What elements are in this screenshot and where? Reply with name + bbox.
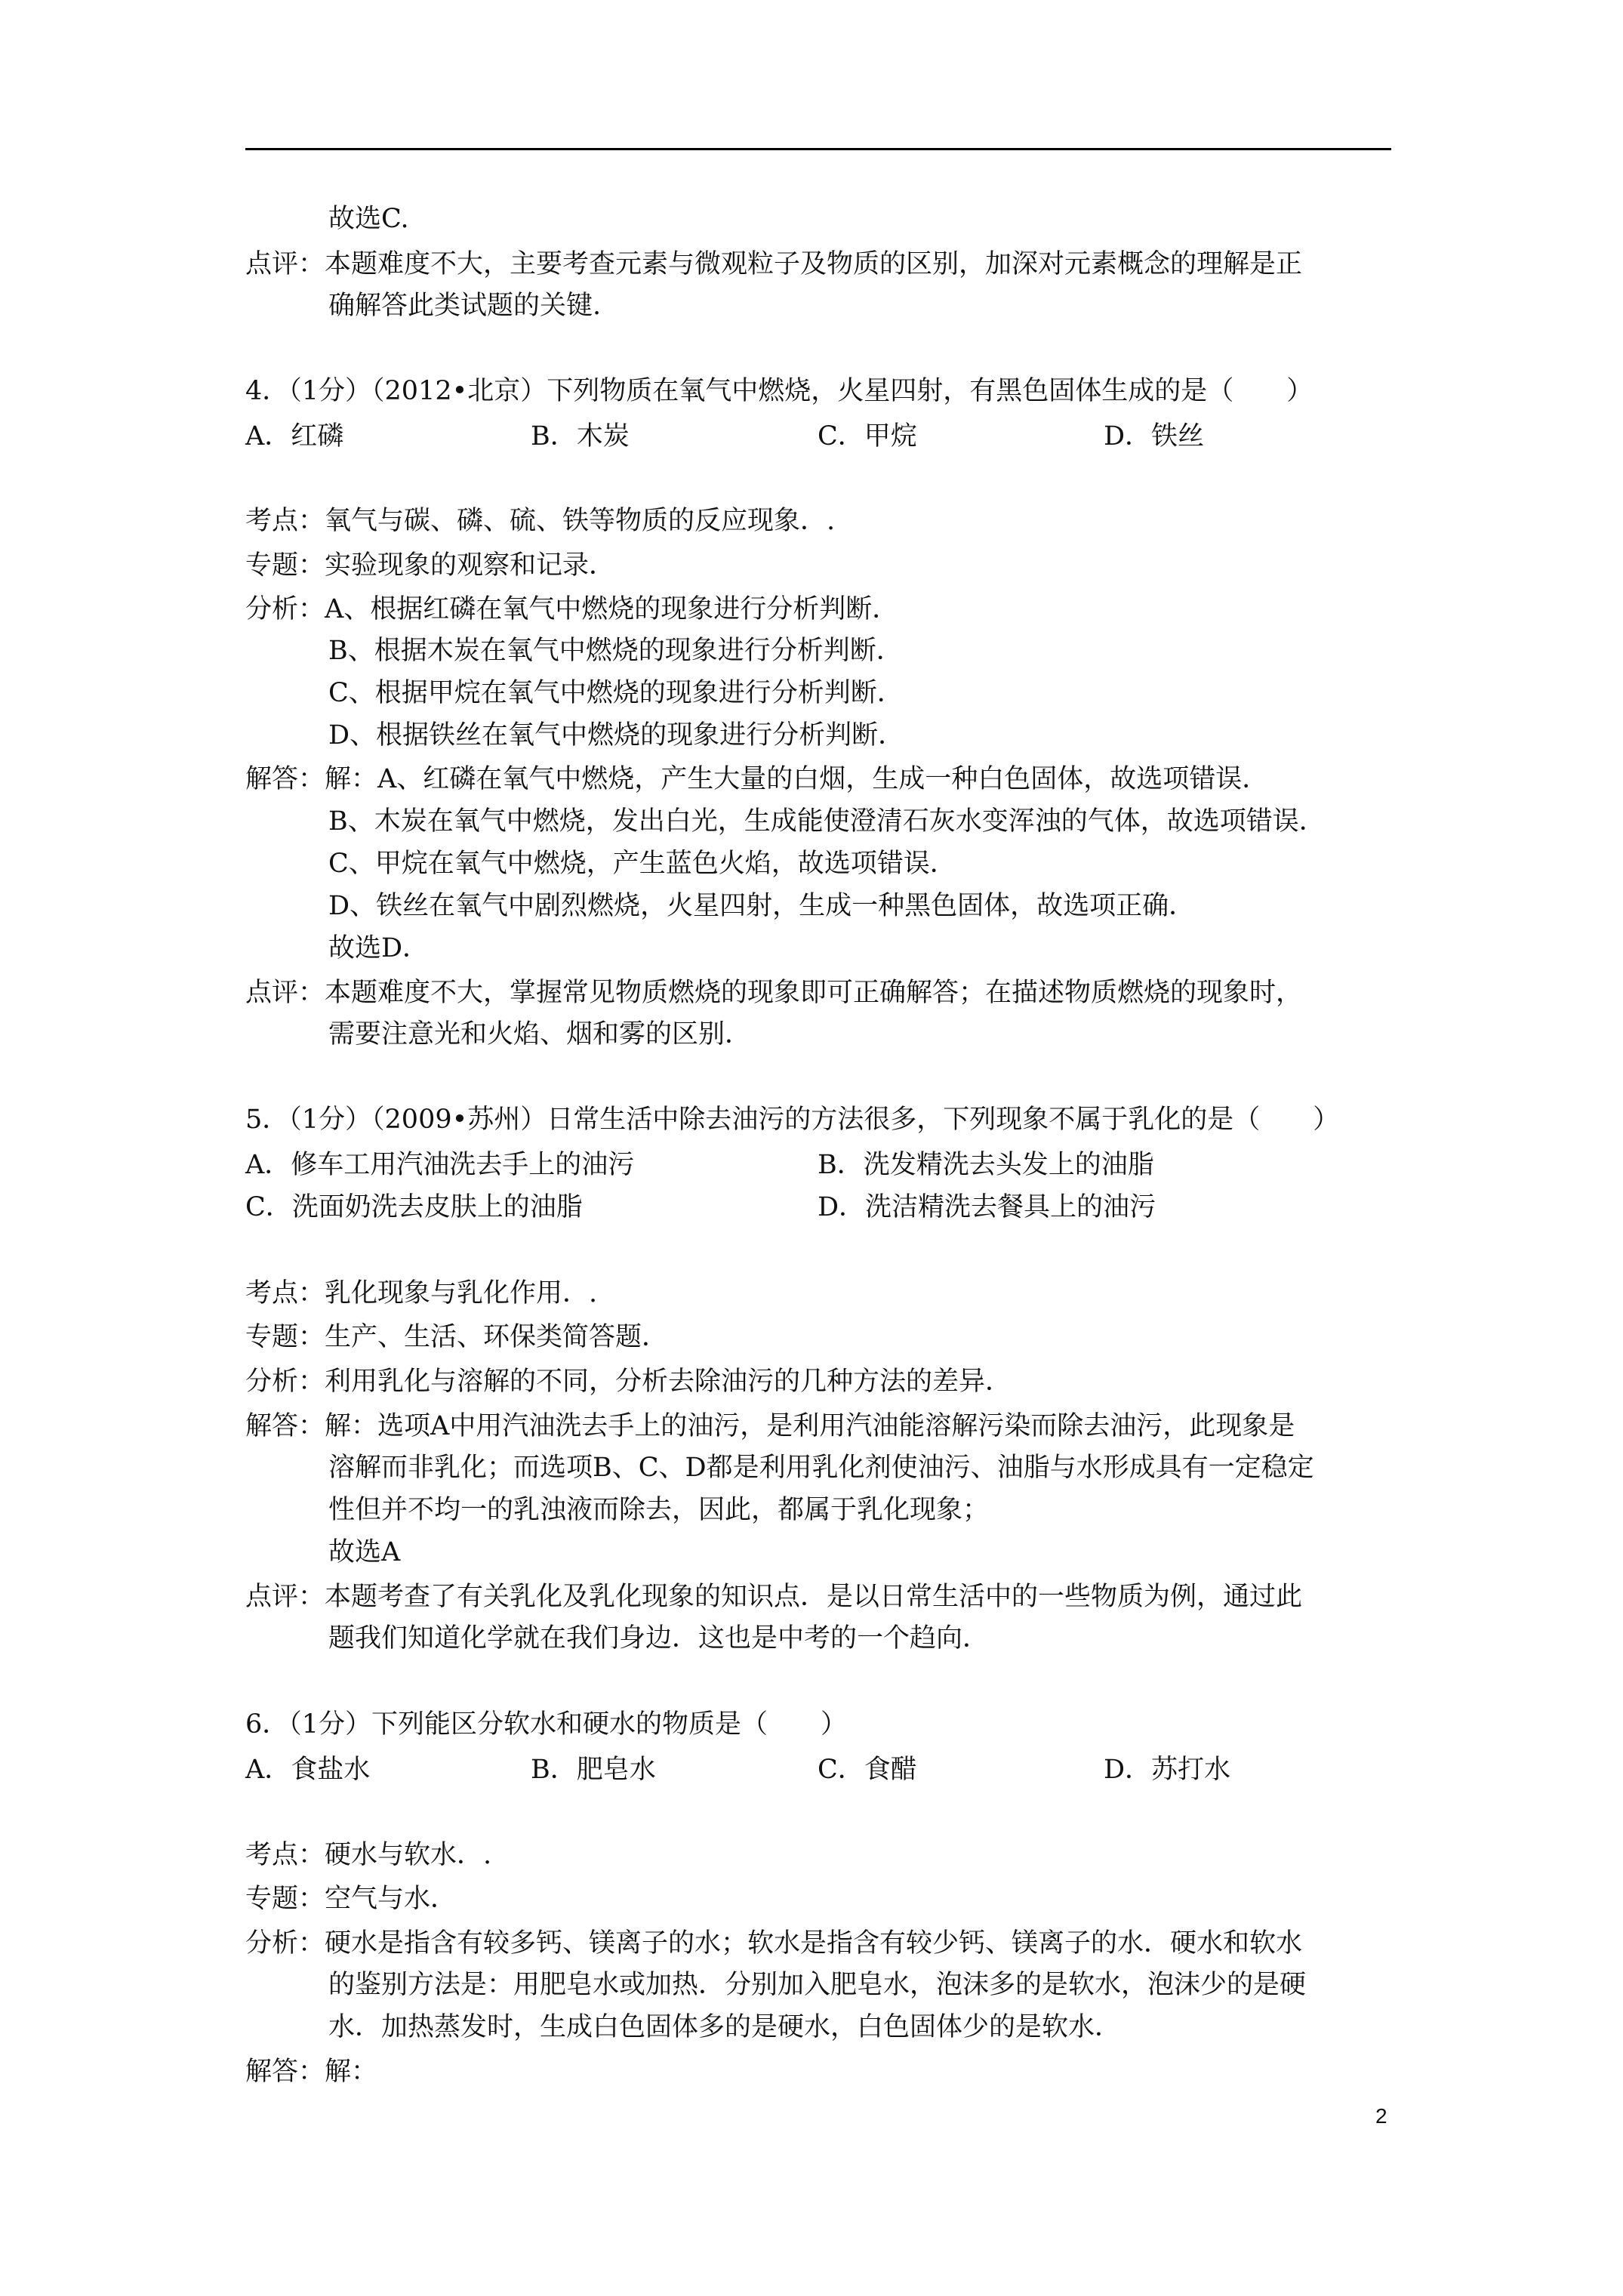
comment-line: 确解答此类试题的关键.	[328, 291, 602, 321]
kaodian-line: 考点：乳化现象与乳化作用．.	[245, 1278, 598, 1308]
option-a: A．修车工用汽油洗去手上的油污	[245, 1150, 635, 1180]
kaodian-line: 考点：氧气与碳、磷、硫、铁等物质的反应现象．.	[245, 506, 836, 536]
option-c: C．食醋	[818, 1755, 917, 1785]
jieda-line: 故选D．	[328, 933, 430, 963]
option-d: D．铁丝	[1104, 421, 1205, 451]
page-number: 2	[1375, 2104, 1387, 2128]
question-stem: 6．（1分）下列能区分软水和硬水的物质是（ ）	[245, 1709, 848, 1740]
fenxi-line: 分析：利用乳化与溶解的不同，分析去除油污的几种方法的差异．	[245, 1367, 1012, 1397]
option-b: B．木炭	[531, 421, 630, 451]
fenxi-line: 的鉴别方法是：用肥皂水或加热．分别加入肥皂水，泡沫多的是软水，泡沫少的是硬	[328, 1970, 1307, 2000]
option-d: D．苏打水	[1104, 1755, 1231, 1785]
zhuanti-line: 专题：生产、生活、环保类简答题．	[245, 1322, 669, 1352]
question-stem: 4．（1分）（2012•北京）下列物质在氧气中燃烧，火星四射，有黑色固体生成的是（ ）	[245, 376, 1313, 406]
jieda-line: 解答：解：	[245, 2057, 378, 2087]
fenxi-line: D、根据铁丝在氧气中燃烧的现象进行分析判断．	[328, 720, 905, 750]
jieda-line: 解答：解：选项A中用汽油洗去手上的油污，是利用汽油能溶解污染而除去油污，此现象是	[245, 1411, 1295, 1441]
dianping-line: 需要注意光和火焰、烟和雾的区别．	[328, 1019, 752, 1049]
question-stem: 5．（1分）（2009•苏州）日常生活中除去油污的方法很多，下列现象不属于乳化的是（ ）	[245, 1105, 1340, 1135]
fenxi-line: B、根据木炭在氧气中燃烧的现象进行分析判断．	[328, 636, 903, 666]
option-b: B．洗发精洗去头发上的油脂	[818, 1150, 1154, 1180]
option-c: C．洗面奶洗去皮肤上的油脂	[245, 1192, 583, 1222]
kaodian-line: 考点：硬水与软水．.	[245, 1840, 492, 1870]
fenxi-line: 分析：硬水是指含有较多钙、镁离子的水；软水是指含有较少钙、镁离子的水．硬水和软水	[245, 1928, 1303, 1959]
fenxi-line: C、根据甲烷在氧气中燃烧的现象进行分析判断．	[328, 678, 904, 708]
jieda-line: B、木炭在氧气中燃烧，发出白光，生成能使澄清石灰水变浑浊的气体，故选项错误．	[328, 806, 1326, 837]
option-d: D．洗洁精洗去餐具上的油污	[818, 1192, 1156, 1222]
zhuanti-line: 专题：实验现象的观察和记录．	[245, 550, 616, 581]
fenxi-line: 分析：A、根据红磷在氧气中燃烧的现象进行分析判断．	[245, 594, 899, 624]
fenxi-line: 水．加热蒸发时，生成白色固体多的是硬水，白色固体少的是软水．	[328, 2012, 1122, 2042]
option-c: C．甲烷	[818, 421, 917, 451]
option-b: B．肥皂水	[531, 1755, 656, 1785]
dianping-line: 点评：本题难度不大，掌握常见物质燃烧的现象即可正确解答；在描述物质燃烧的现象时，	[245, 978, 1303, 1008]
jieda-line: D、铁丝在氧气中剧烈燃烧，火星四射，生成一种黑色固体，故选项正确．	[328, 891, 1196, 921]
zhuanti-line: 专题：空气与水．	[245, 1884, 457, 1914]
comment-line: 点评：本题难度不大，主要考查元素与微观粒子及物质的区别，加深对元素概念的理解是正	[245, 249, 1303, 279]
conclusion-line: 故选C.	[328, 204, 409, 234]
jieda-line: 故选A	[328, 1537, 401, 1567]
header-rule	[245, 148, 1391, 150]
jieda-line: 解答：解：A、红磷在氧气中燃烧，产生大量的白烟，生成一种白色固体，故选项错误．	[245, 764, 1269, 794]
jieda-line: 溶解而非乳化；而选项B、C、D都是利用乳化剂使油污、油脂与水形成具有一定稳定	[328, 1453, 1314, 1483]
dianping-line: 题我们知道化学就在我们身边．这也是中考的一个趋向．	[328, 1623, 990, 1653]
option-a: A．食盐水	[245, 1755, 371, 1785]
jieda-line: C、甲烷在氧气中燃烧，产生蓝色火焰，故选项错误．	[328, 849, 956, 879]
dianping-line: 点评：本题考查了有关乳化及乳化现象的知识点．是以日常生活中的一些物质为例，通过此	[245, 1582, 1303, 1612]
jieda-line: 性但并不均一的乳浊液而除去，因此，都属于乳化现象；	[328, 1495, 990, 1525]
option-a: A．红磷	[245, 421, 344, 451]
